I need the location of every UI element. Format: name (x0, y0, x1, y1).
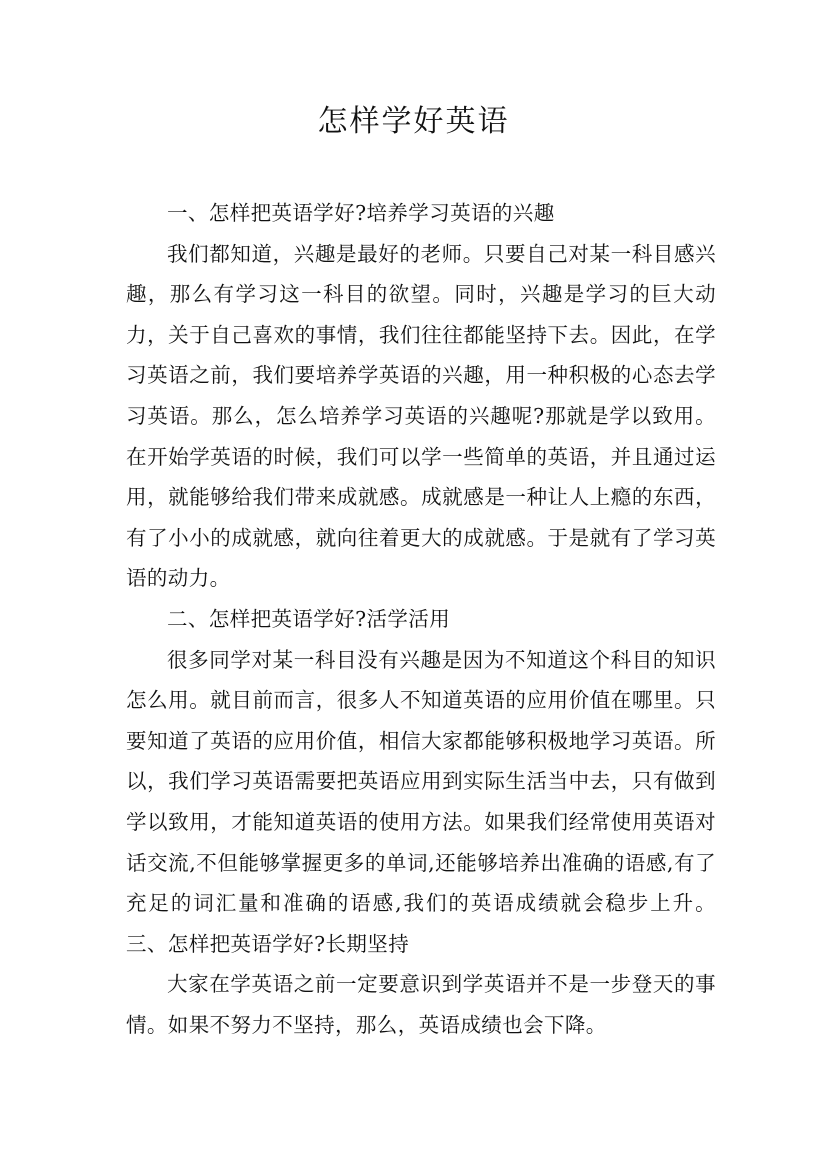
paragraph-application: 很多同学对某一科目没有兴趣是因为不知道这个科目的知识怎么用。就目前而言，很多人不知道英语的应用价值在哪里。只要知道了英语的应用价值，相信大家都能够积极地学习英语。所以，我们学习英语需要把英语应用到实际生活当中去，只有做到学以致用，才能知道英语的使用方法。如果我们经常使用英语对话交流,不但能够掌握更多的单词,还能够培养出准确的语感,有了充足的词汇量和准确的语感,我们的英语成绩就会稳步上升。 三、怎样把英语学好?长期坚持 (126, 647, 716, 956)
paragraph-interest: 我们都知道，兴趣是最好的老师。只要自己对某一科目感兴趣，那么有学习这一科目的欲望。同时，兴趣是学习的巨大动力，关于自己喜欢的事情，我们往往都能坚持下去。因此，在学习英语之前，我们要培养学英语的兴趣，用一种积极的心态去学习英语。那么，怎么培养学习英语的兴趣呢?那就是学以致用。在开始学英语的时候，我们可以学一些简单的英语，并且通过运用，就能够给我们带来成就感。成就感是一种让人上瘾的东西，有了小小的成就感，就向往着更大的成就感。于是就有了学习英语的动力。 (126, 241, 716, 591)
document-title: 怎样学好英语 (317, 104, 510, 139)
paragraph-persistence: 大家在学英语之前一定要意识到学英语并不是一步登天的事情。如果不努力不坚持，那么，英语成绩也会下降。 (126, 972, 716, 1037)
section-heading-1: 一、怎样把英语学好?培养学习英语的兴趣 (167, 201, 555, 225)
document-body (126, 193, 716, 1045)
section-heading-2: 二、怎样把英语学好?活学活用 (167, 606, 451, 631)
